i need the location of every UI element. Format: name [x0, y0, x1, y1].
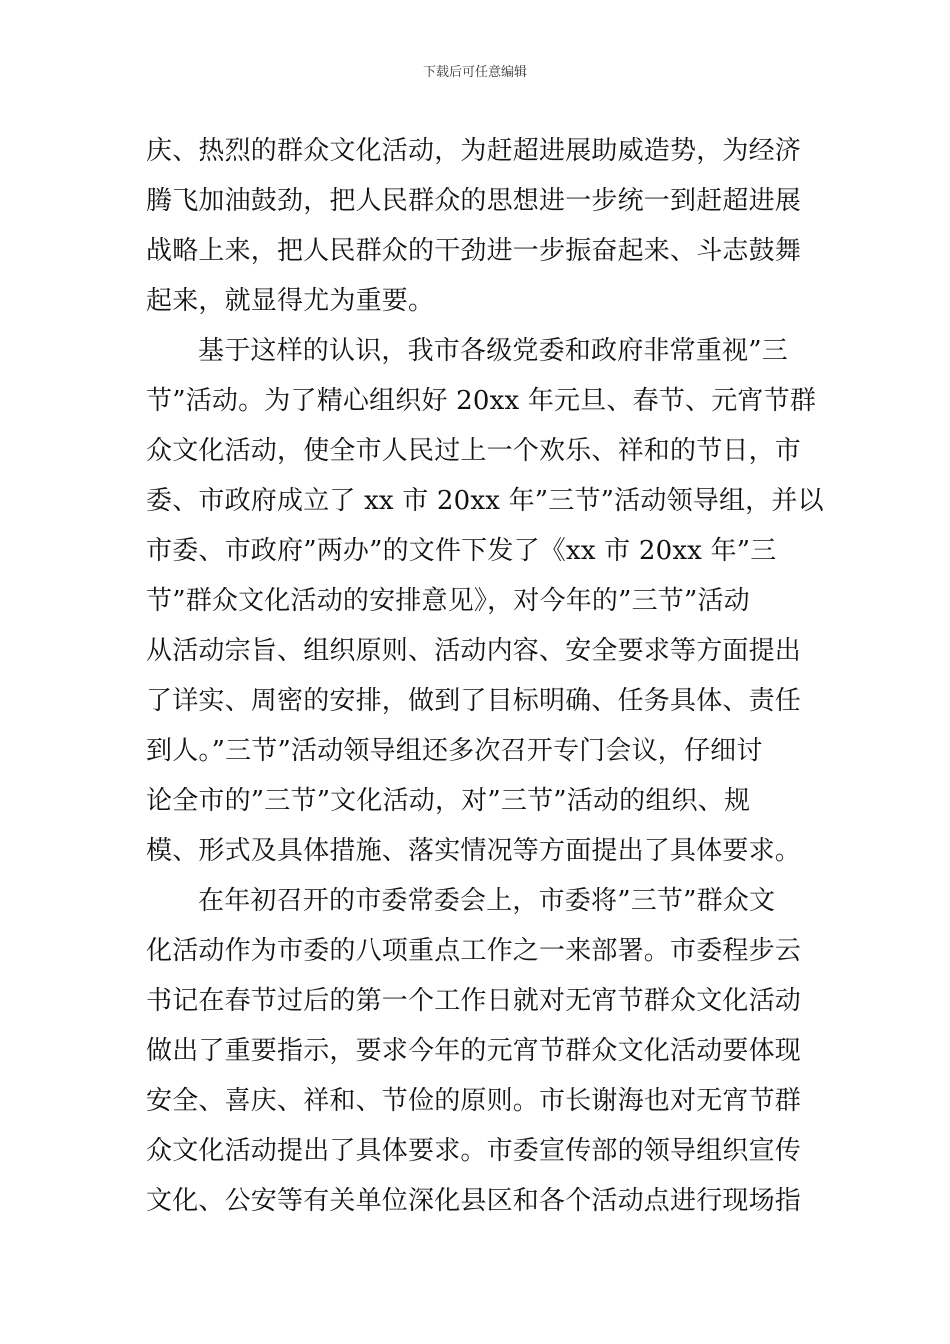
text-line: 到人。”三节”活动领导组还多次召开专门会议，仔细讨 [146, 736, 763, 766]
text-line: 众文化活动提出了具体要求。市委宣传部的领导组织宣传 [146, 1136, 802, 1166]
text-line: 模、形式及具体措施、落实情况等方面提出了具体要求。 [146, 836, 802, 866]
text-line: 众文化活动，使全市人民过上一个欢乐、祥和的节日，市 [146, 436, 802, 466]
text-line: 腾飞加油鼓劲，把人民群众的思想进一步统一到赶超进展 [146, 186, 802, 216]
text-line: 节”群众文化活动的安排意见》，对今年的”三节”活动 [146, 586, 750, 616]
text-line: 做出了重要指示，要求今年的元宵节群众文化活动要体现 [146, 1036, 802, 1066]
document-body [146, 126, 824, 1226]
text-line: 委、市政府成立了 xx 市 20xx 年”三节”活动领导组，并以 [146, 486, 824, 516]
paragraph-first-line: 在年初召开的市委常委会上，市委将”三节”群众文 [198, 886, 776, 916]
text-line: 书记在春节过后的第一个工作日就对无宵节群众文化活动 [146, 986, 802, 1016]
text-line: 起来，就显得尤为重要。 [146, 286, 435, 316]
page-header: 下载后可任意编辑 [422, 65, 527, 80]
text-line: 战略上来，把人民群众的干劲进一步振奋起来、斗志鼓舞 [146, 236, 802, 266]
text-line: 化活动作为市委的八项重点工作之一来部署。市委程步云 [146, 936, 802, 966]
text-line: 市委、市政府”两办”的文件下发了《xx 市 20xx 年”三 [146, 536, 777, 566]
text-line: 安全、喜庆、祥和、节俭的原则。市长谢海也对无宵节群 [146, 1086, 802, 1116]
text-line: 节”活动。为了精心组织好 20xx 年元旦、春节、元宵节群 [146, 386, 817, 416]
text-line: 论全市的”三节”文化活动，对”三节”活动的组织、规 [146, 786, 751, 816]
text-line: 庆、热烈的群众文化活动，为赶超进展助威造势，为经济 [146, 136, 802, 166]
text-line: 了详实、周密的安排，做到了目标明确、任务具体、责任 [146, 686, 802, 716]
paragraph-first-line: 基于这样的认识，我市各级党委和政府非常重视”三 [198, 336, 788, 366]
text-line: 文化、公安等有关单位深化县区和各个活动点进行现场指 [146, 1186, 802, 1216]
text-line: 从活动宗旨、组织原则、活动内容、安全要求等方面提出 [146, 636, 802, 666]
